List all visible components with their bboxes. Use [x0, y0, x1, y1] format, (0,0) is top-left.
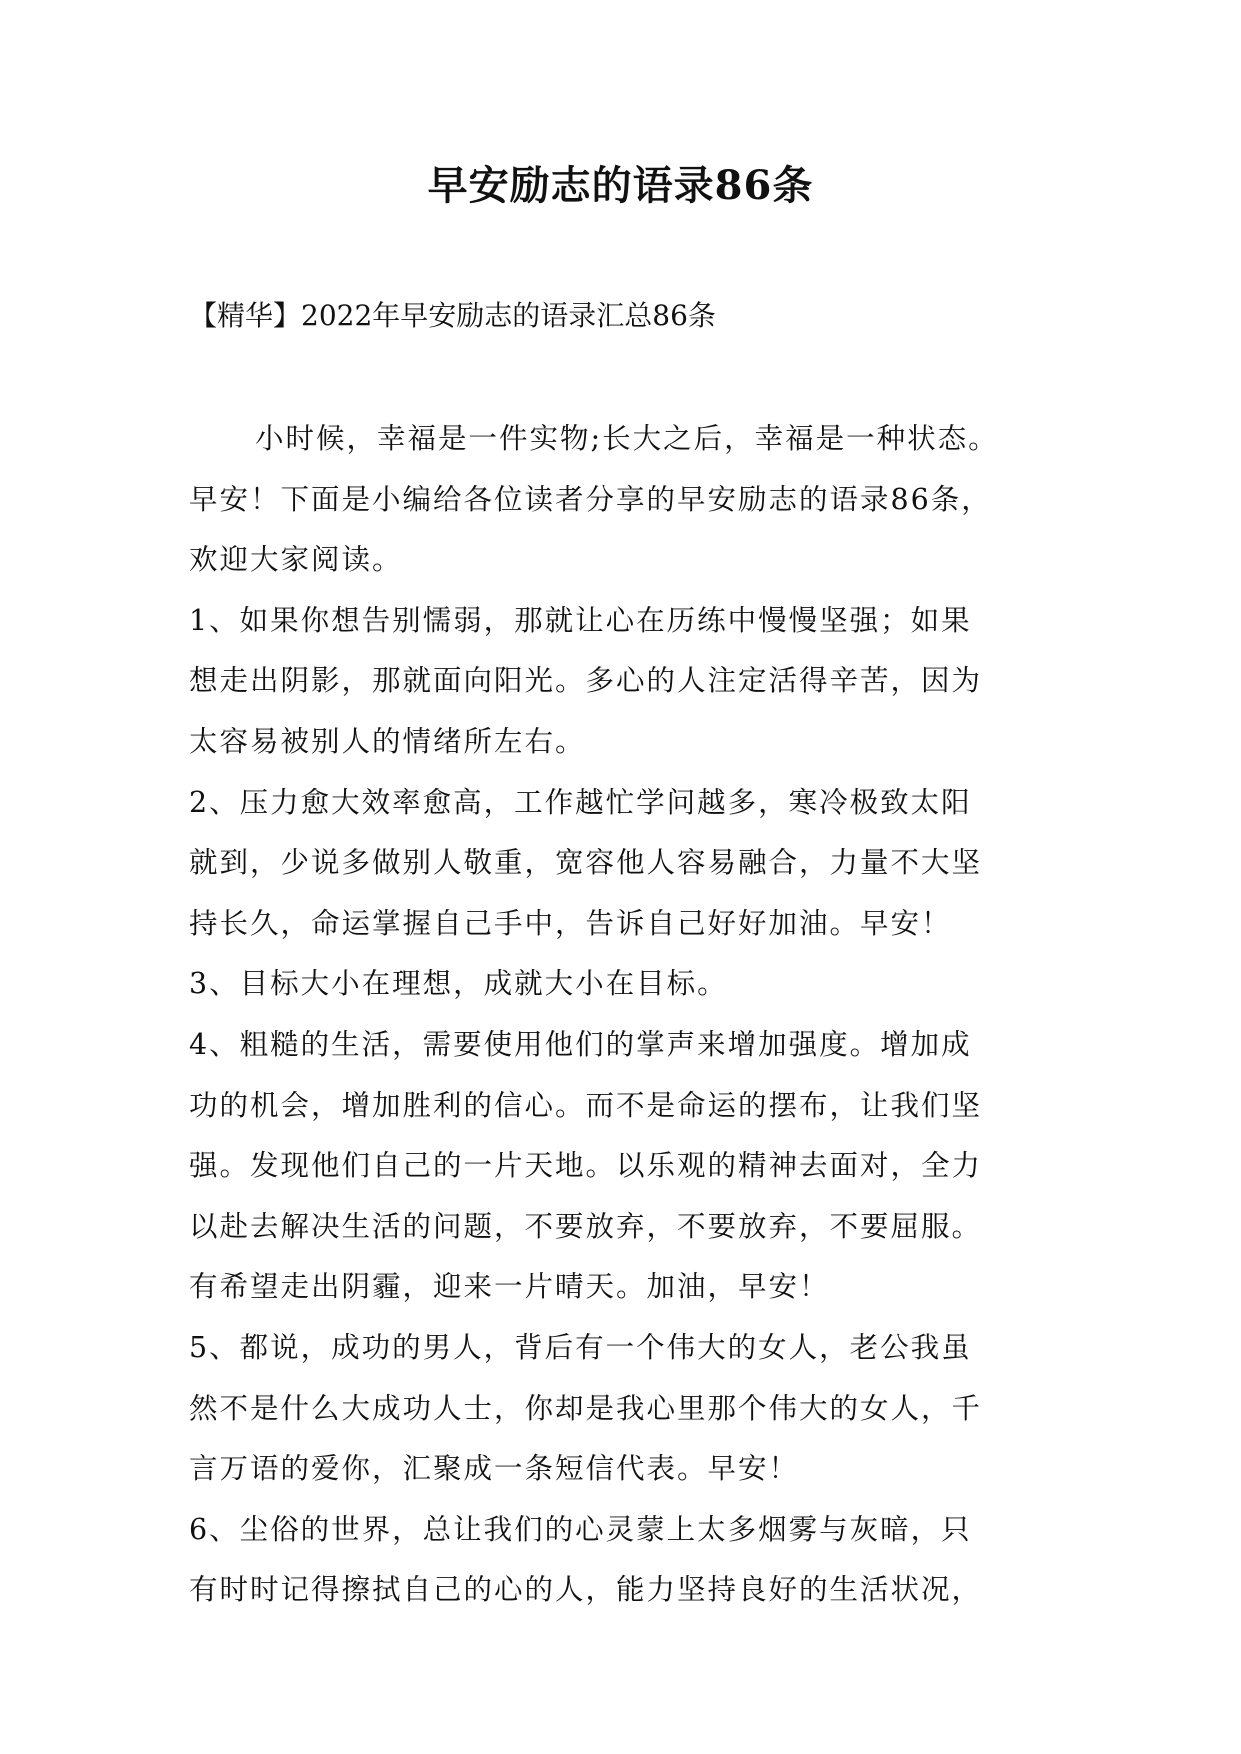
paragraph-line: 言万语的爱你，汇聚成一条短信代表。早安！: [189, 1452, 800, 1486]
paragraph-line: 然不是什么大成功人士，你却是我心里那个伟大的女人，千: [189, 1391, 983, 1425]
paragraph-line: 早安！下面是小编给各位读者分享的早安励志的语录86条，: [189, 482, 992, 516]
document-subtitle: 【精华】2022年早安励志的语录汇总86条: [189, 299, 716, 332]
paragraph-line: 有希望走出阴霾，迎来一片晴天。加油，早安！: [189, 1270, 830, 1304]
paragraph-line: 功的机会，增加胜利的信心。而不是命运的摆布，让我们坚: [189, 1088, 983, 1122]
paragraph-line: 2、压力愈大效率愈高，工作越忙学问越多，寒冷极致太阳: [189, 785, 972, 819]
paragraph-line: 强。发现他们自己的一片天地。以乐观的精神去面对，全力: [189, 1149, 983, 1183]
paragraph-line: 3、目标大小在理想，成就大小在目标。: [189, 967, 728, 1001]
paragraph-line: 有时时记得擦拭自己的心的人，能力坚持良好的生活状况，: [189, 1573, 983, 1607]
document-body: [189, 409, 1069, 1621]
paragraph-line: 想走出阴影，那就面向阳光。多心的人注定活得辛苦，因为: [189, 664, 983, 698]
paragraph-line: 5、都说，成功的男人，背后有一个伟大的女人，老公我虽: [189, 1330, 972, 1364]
paragraph-line: 欢迎大家阅读。: [189, 543, 403, 577]
paragraph-line: 太容易被别人的情绪所左右。: [189, 724, 586, 758]
paragraph-line: 持长久，命运掌握自己手中，告诉自己好好加油。早安！: [189, 906, 952, 940]
paragraph-line: 4、粗糙的生活，需要使用他们的掌声来增加强度。增加成: [189, 1027, 972, 1061]
paragraph-line: 就到，少说多做别人敬重，宽容他人容易融合，力量不大坚: [189, 846, 983, 880]
paragraph-line: 小时候，幸福是一件实物;长大之后，幸福是一种状态。: [255, 422, 999, 455]
paragraph-line: 1、如果你想告别懦弱，那就让心在历练中慢慢坚强；如果: [189, 603, 972, 637]
document-title: 早安励志的语录86条: [427, 162, 814, 209]
paragraph-line: 6、尘俗的世界，总让我们的心灵蒙上太多烟雾与灰暗，只: [189, 1512, 972, 1546]
paragraph-line: 以赴去解决生活的问题，不要放弃，不要放弃，不要屈服。: [189, 1209, 983, 1243]
